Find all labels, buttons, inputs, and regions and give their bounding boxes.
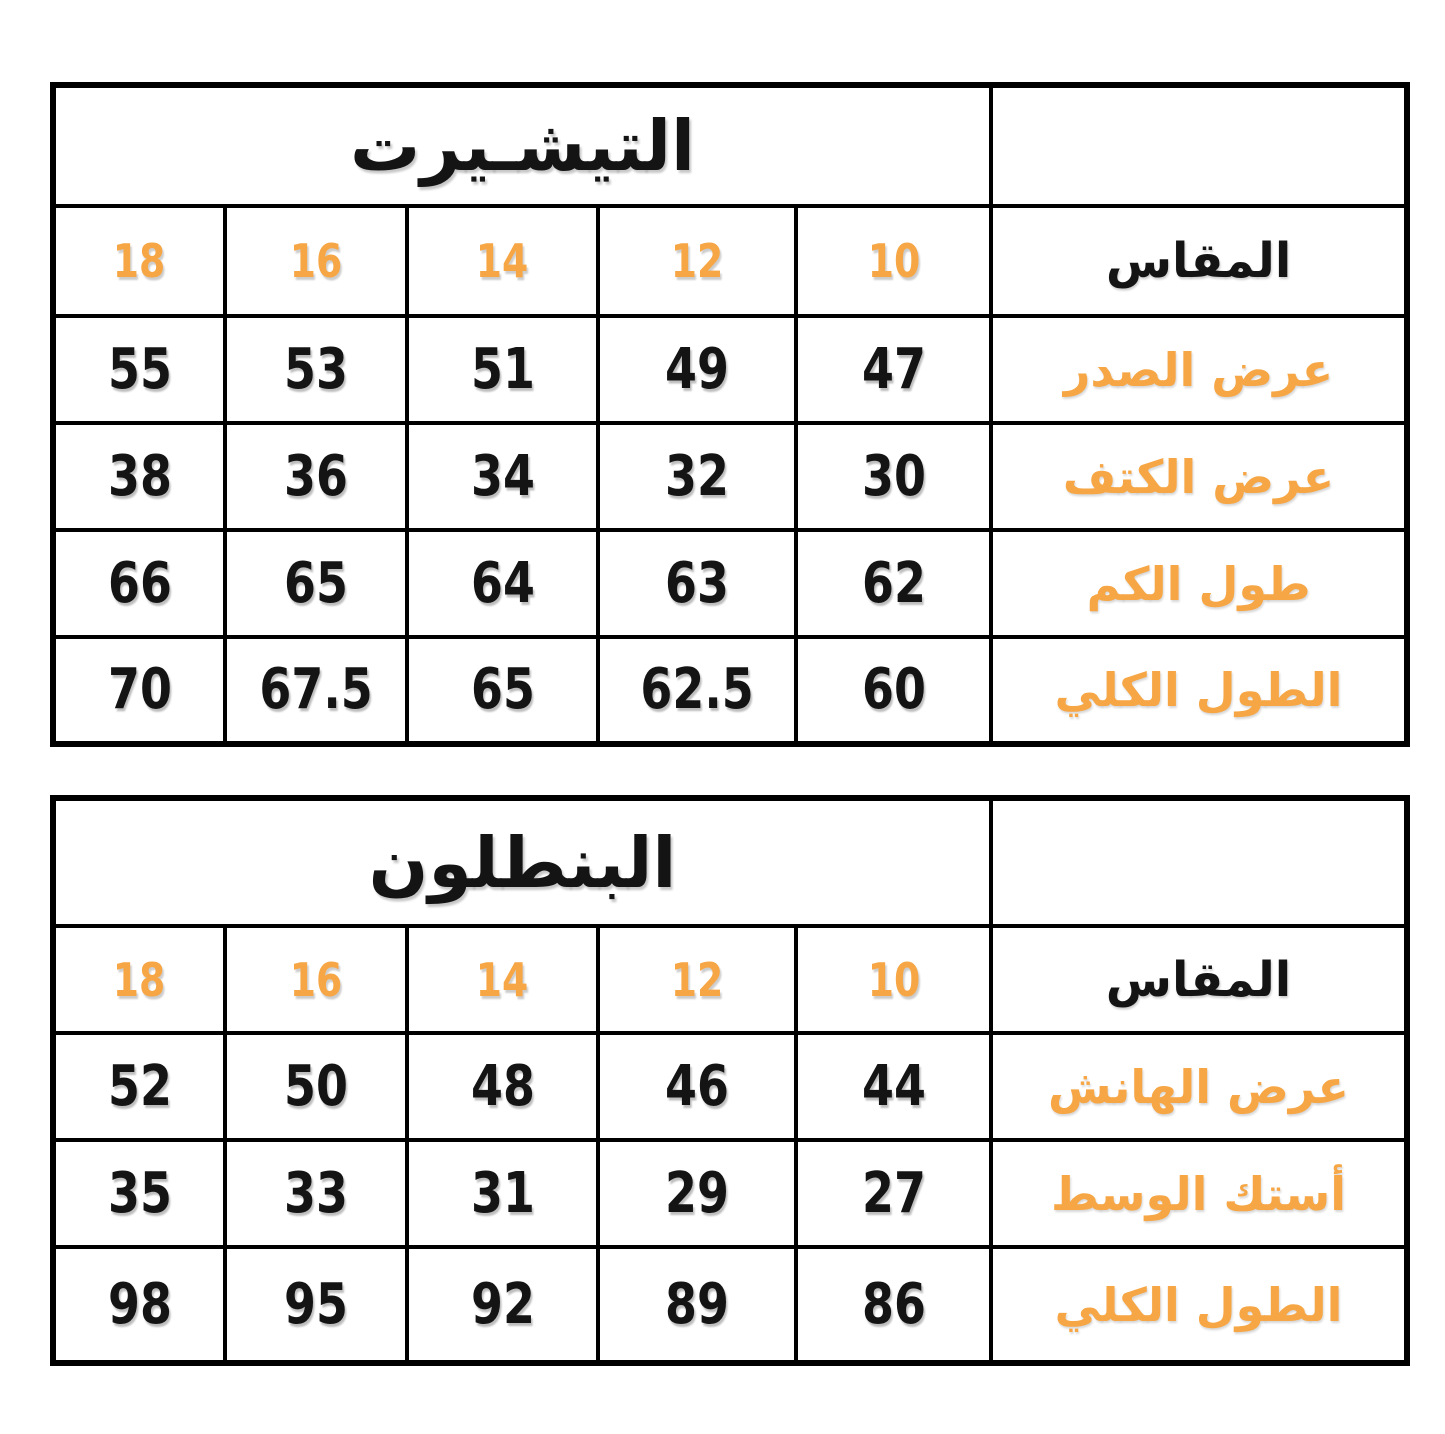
- row-label-text: عرض الهانش: [1048, 1059, 1349, 1114]
- row-label-total-length: [991, 637, 1407, 744]
- size-value: 60: [861, 657, 926, 722]
- size-12-text: 12: [670, 234, 724, 288]
- row-label-sleeve-length: [991, 530, 1407, 637]
- size-value: 89: [665, 1271, 729, 1337]
- size-value: 51: [470, 336, 535, 402]
- size-16-text: 16: [289, 234, 343, 288]
- size-header-12: [598, 926, 796, 1033]
- size-value-cell: [53, 1033, 225, 1140]
- size-value-cell: [225, 530, 407, 637]
- size-value: 34: [470, 443, 535, 509]
- size-header-16: [225, 926, 407, 1033]
- size-value-cell: [598, 637, 796, 744]
- row-label-total-length: [991, 1247, 1407, 1363]
- size-value-cell: [225, 423, 407, 530]
- size-value-cell: [53, 423, 225, 530]
- pants-size-table: [50, 795, 1410, 1366]
- row-label-text: عرض الكتف: [1062, 449, 1335, 504]
- size-18-text: 18: [113, 234, 166, 288]
- pants-table-title: [53, 798, 991, 926]
- size-value: 70: [107, 657, 172, 722]
- size-10-text: 10: [867, 952, 920, 1007]
- size-18-text: 18: [113, 952, 166, 1007]
- size-value: 53: [284, 336, 348, 402]
- size-value: 49: [665, 336, 729, 402]
- tshirt-title-text: التيشـيرت: [350, 105, 696, 187]
- table-row: [53, 1033, 1407, 1140]
- size-value: 38: [107, 443, 172, 509]
- size-header-14: [407, 926, 598, 1033]
- size-10-text: 10: [867, 234, 920, 288]
- size-value: 62: [861, 550, 926, 616]
- size-value-cell: [598, 423, 796, 530]
- pants-title-text: البنطلون: [368, 821, 677, 904]
- size-value-cell: [598, 530, 796, 637]
- size-column-header-text: المقاس: [1105, 233, 1292, 289]
- size-value-cell: [53, 530, 225, 637]
- size-value: 65: [470, 657, 535, 722]
- size-header-18: [53, 926, 225, 1033]
- size-value: 63: [665, 550, 729, 616]
- size-value-cell: [407, 423, 598, 530]
- size-value: 48: [470, 1053, 535, 1119]
- table-row: [53, 1140, 1407, 1247]
- size-value: 47: [861, 336, 926, 402]
- size-value: 64: [470, 550, 535, 616]
- size-value-cell: [598, 316, 796, 423]
- size-value-cell: [598, 1140, 796, 1247]
- size-value: 29: [665, 1160, 729, 1226]
- size-value-cell: [407, 1140, 598, 1247]
- size-16-text: 16: [289, 952, 343, 1007]
- size-value: 31: [470, 1160, 535, 1226]
- size-header-18: [53, 206, 225, 316]
- table-row: [53, 316, 1407, 423]
- size-value: 86: [861, 1271, 926, 1337]
- size-value-cell: [407, 530, 598, 637]
- size-value: 50: [284, 1053, 348, 1119]
- row-label-hip-width: [991, 1033, 1407, 1140]
- size-value: 27: [861, 1160, 926, 1226]
- size-value-cell: [598, 1033, 796, 1140]
- table-row: [53, 637, 1407, 744]
- size-value: 55: [107, 336, 172, 402]
- size-value-cell: [796, 423, 991, 530]
- size-value-cell: [407, 1033, 598, 1140]
- size-column-header-text: المقاس: [1105, 951, 1292, 1008]
- size-value-cell: [796, 1247, 991, 1363]
- row-label-waist-elastic: [991, 1140, 1407, 1247]
- size-value: 36: [284, 443, 348, 509]
- size-value: 35: [107, 1160, 172, 1226]
- size-value: 46: [665, 1053, 729, 1119]
- row-label-text: الطول الكلي: [1054, 663, 1343, 717]
- size-value-cell: [796, 316, 991, 423]
- size-value: 66: [107, 550, 172, 616]
- row-label-shoulder-width: [991, 423, 1407, 530]
- size-value-cell: [796, 637, 991, 744]
- row-label-text: طول الكم: [1086, 556, 1311, 611]
- tshirt-table-title: [53, 85, 991, 206]
- size-column-header: [991, 206, 1407, 316]
- size-column-header: [991, 926, 1407, 1033]
- size-header-12: [598, 206, 796, 316]
- size-value-cell: [225, 1033, 407, 1140]
- size-value: 92: [470, 1271, 535, 1337]
- size-value: 44: [861, 1053, 926, 1119]
- size-header-14: [407, 206, 598, 316]
- size-value: 98: [107, 1271, 172, 1337]
- size-value: 33: [284, 1160, 348, 1226]
- size-header-16: [225, 206, 407, 316]
- size-value: 67.5: [259, 657, 373, 722]
- size-header-10: [796, 206, 991, 316]
- size-value-cell: [53, 1247, 225, 1363]
- size-value-cell: [225, 637, 407, 744]
- row-label-text: الطول الكلي: [1054, 1277, 1343, 1332]
- size-value: 32: [665, 443, 729, 509]
- size-value: 30: [861, 443, 926, 509]
- size-value-cell: [407, 1247, 598, 1363]
- size-value-cell: [225, 316, 407, 423]
- size-12-text: 12: [670, 952, 724, 1007]
- size-14-text: 14: [476, 234, 529, 288]
- table-row: [53, 1247, 1407, 1363]
- size-14-text: 14: [476, 952, 529, 1007]
- corner-empty-cell: [991, 798, 1407, 926]
- size-value-cell: [796, 530, 991, 637]
- table-row: [53, 423, 1407, 530]
- size-value-cell: [53, 637, 225, 744]
- corner-empty-cell: [991, 85, 1407, 206]
- size-value-cell: [407, 637, 598, 744]
- table-row: [53, 530, 1407, 637]
- size-value: 65: [284, 550, 348, 616]
- size-value-cell: [225, 1140, 407, 1247]
- row-label-text: عرض الصدر: [1063, 342, 1334, 397]
- size-value-cell: [796, 1033, 991, 1140]
- row-label-chest-width: [991, 316, 1407, 423]
- size-value-cell: [796, 1140, 991, 1247]
- size-value-cell: [53, 1140, 225, 1247]
- size-value: 52: [107, 1053, 172, 1119]
- size-value: 95: [284, 1271, 348, 1337]
- size-header-10: [796, 926, 991, 1033]
- size-value-cell: [407, 316, 598, 423]
- row-label-text: أستك الوسط: [1051, 1166, 1347, 1221]
- size-value-cell: [53, 316, 225, 423]
- size-value: 62.5: [640, 657, 754, 722]
- tshirt-size-table: [50, 82, 1410, 747]
- size-value-cell: [598, 1247, 796, 1363]
- size-value-cell: [225, 1247, 407, 1363]
